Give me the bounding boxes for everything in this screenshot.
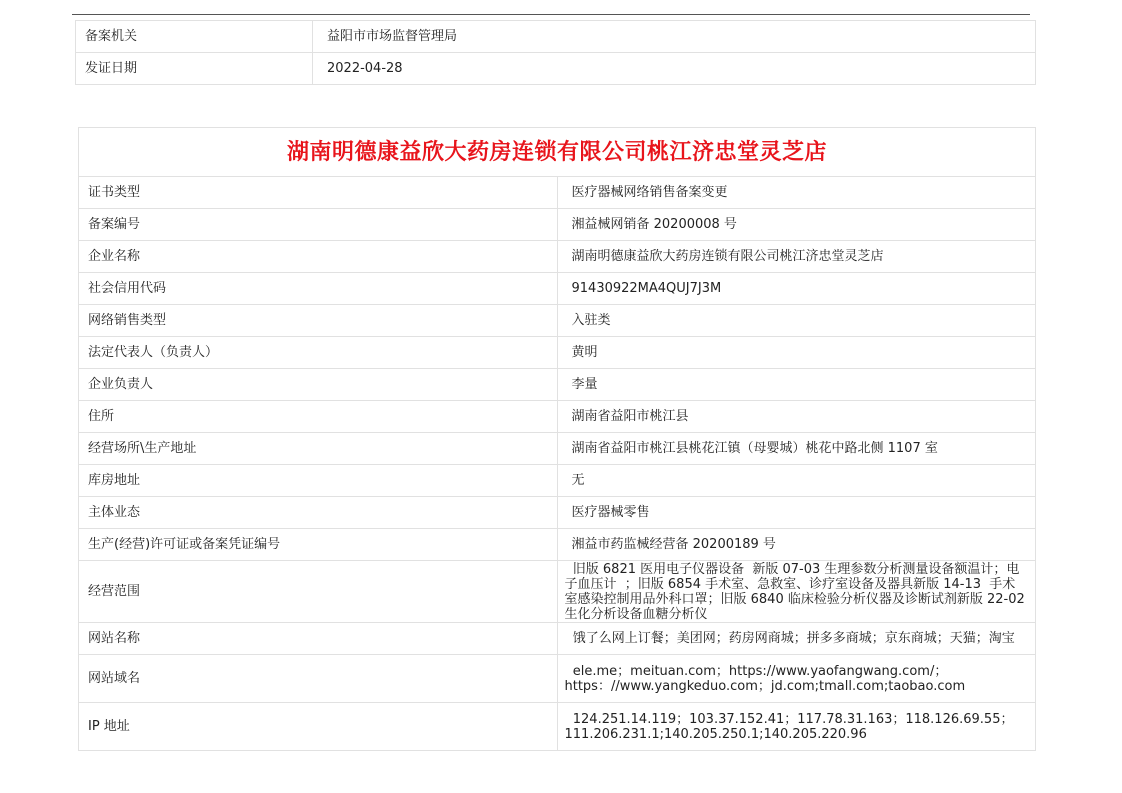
field-value: 湖南省益阳市桃江县 — [557, 401, 1036, 433]
field-label: 住所 — [79, 401, 558, 433]
field-value: 124.251.14.119；103.37.152.41；117.78.31.163；118.126.69.55；111.206.231.1;140.205.250.1;140.205.220.96 — [557, 703, 1036, 751]
table-row — [76, 53, 1036, 85]
field-value: 无 — [557, 465, 1036, 497]
field-label: 法定代表人（负责人） — [79, 337, 558, 369]
field-label: 生产(经营)许可证或备案凭证编号 — [79, 529, 558, 561]
table-row — [79, 529, 1036, 561]
field-value: 李量 — [557, 369, 1036, 401]
field-label: 网络销售类型 — [79, 305, 558, 337]
field-label: 网站名称 — [79, 623, 558, 655]
field-value: 旧版 6821 医用电子仪器设备 新版 07-03 生理参数分析测量设备额温计；电子血压计 ；旧版 6854 手术室、急救室、诊疗室设备及器具新版 14-13 手术室感染控制用品外科口罩；旧版 6840 临床检验分析仪器及诊断试剂新版 22-02 生化分析设备血糖分析仪 — [557, 561, 1036, 623]
table-row — [79, 497, 1036, 529]
title-row — [79, 128, 1036, 177]
table-row — [79, 703, 1036, 751]
field-value: 湖南明德康益欣大药房连锁有限公司桃江济忠堂灵芝店 — [557, 241, 1036, 273]
field-value: 医疗器械网络销售备案变更 — [557, 177, 1036, 209]
table-row — [76, 21, 1036, 53]
field-value: 2022-04-28 — [313, 53, 1036, 85]
field-label: 社会信用代码 — [79, 273, 558, 305]
field-value: 医疗器械零售 — [557, 497, 1036, 529]
field-value: 91430922MA4QUJ7J3M — [557, 273, 1036, 305]
table-row — [79, 465, 1036, 497]
field-value: 入驻类 — [557, 305, 1036, 337]
field-label: 备案编号 — [79, 209, 558, 241]
table-row — [79, 337, 1036, 369]
table-row — [79, 209, 1036, 241]
table-row — [79, 623, 1036, 655]
field-label: 经营范围 — [79, 561, 558, 623]
previous-record-table — [75, 20, 1036, 85]
field-value: 饿了么网上订餐；美团网；药房网商城；拼多多商城；京东商城；天猫；淘宝 — [557, 623, 1036, 655]
table-row — [79, 561, 1036, 623]
table-row — [79, 655, 1036, 703]
record-table — [78, 127, 1036, 751]
field-label: 经营场所\生产地址 — [79, 433, 558, 465]
table-row — [79, 369, 1036, 401]
field-value: 湖南省益阳市桃江县桃花江镇（母婴城）桃花中路北侧 1107 室 — [557, 433, 1036, 465]
table-row — [79, 401, 1036, 433]
field-value: ele.me；meituan.com；https://www.yaofangwang.com/；https：//www.yangkeduo.com；jd.com;tmall.com;taobao.com — [557, 655, 1036, 703]
top-divider — [72, 14, 1030, 15]
field-label: 库房地址 — [79, 465, 558, 497]
table-row — [79, 177, 1036, 209]
field-value: 湘益械网销备 20200008 号 — [557, 209, 1036, 241]
field-label: 发证日期 — [76, 53, 313, 85]
table-row — [79, 433, 1036, 465]
field-label: 证书类型 — [79, 177, 558, 209]
field-value: 湘益市药监械经营备 20200189 号 — [557, 529, 1036, 561]
field-value: 益阳市市场监督管理局 — [313, 21, 1036, 53]
field-value: 黄明 — [557, 337, 1036, 369]
field-label: 网站域名 — [79, 655, 558, 703]
field-label: 企业名称 — [79, 241, 558, 273]
field-label: 备案机关 — [76, 21, 313, 53]
table-row — [79, 241, 1036, 273]
field-label: 主体业态 — [79, 497, 558, 529]
field-label: 企业负责人 — [79, 369, 558, 401]
company-title: 湖南明德康益欣大药房连锁有限公司桃江济忠堂灵芝店 — [79, 128, 1036, 177]
table-row — [79, 273, 1036, 305]
field-label: IP 地址 — [79, 703, 558, 751]
table-row — [79, 305, 1036, 337]
